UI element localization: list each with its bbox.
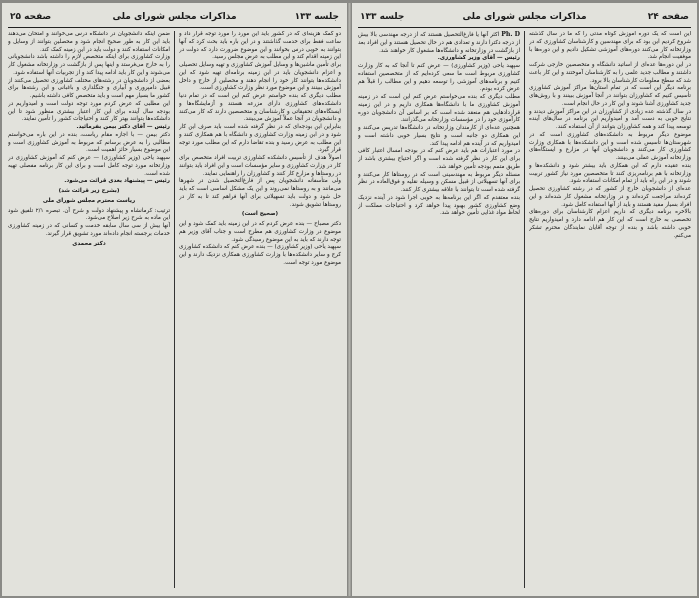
paragraph: در این دوره‌ها عده‌ای از اساتید دانشگاه و متخصصین خارجی شرکت داشتند و مطالب جدید علمی را به کارشناسان آموختند و این کار باعث شد که سطح معلومات کارشناسان بالا برود. <box>529 62 691 84</box>
right-page-left-column <box>358 31 520 590</box>
paragraph: ولی متأسفانه دانشجویان پس از فارغ‌التحصیل شدن در شهرها می‌مانند و به روستاها نمی‌روند و این یک مشکل اساسی است که باید حل شود و دولت باید تسهیلاتی برای آنها فراهم کند تا به کار در روستاها تشویق شوند. <box>179 178 341 208</box>
speaker-paragraph: سپهبد یاحی (وزیر کشاورزی) — عرض کنم که آموزش کشاورزی در وزارتخانه مورد توجه کامل است و برای این کار برنامه مفصلی تهیه شده است. <box>8 155 170 177</box>
paragraph: در سال گذشته عده زیادی از کشاورزان در این مراکز آموزش دیدند و نتایج خوبی به دست آمد و امیدواریم این برنامه در سال‌های آینده توسعه پیدا کند و همه کشاورزان بتوانند از آن استفاده کنند. <box>529 108 691 130</box>
paragraph: مطلب دیگری که بنده می‌خواستم عرض کنم این است که در زمینه آموزش کشاورزی ما با دانشگاه‌ها همکاری داریم و در این زمینه قراردادهایی هم منعقد شده است که بر اساس آن دانشجویان دوره کارآموزی خود را در مؤسسات وزارتخانه می‌گذرانند. <box>358 94 520 124</box>
paragraph: همچنین عده‌ای از کارمندان وزارتخانه در دانشگاه‌ها تدریس می‌کنند و این همکاری دو جانبه است و نتایج بسیار خوبی داشته است و امیدواریم که در آینده هم ادامه پیدا کند. <box>358 125 520 147</box>
paragraph: آنها بیش از سی سال سابقه خدمت و کسانی که در زمینه کشاورزی خدمات برجسته انجام داده‌اند مورد تشویق قرار گیرند. <box>8 223 170 237</box>
left-page <box>2 3 347 596</box>
left-page-left-column <box>8 31 170 590</box>
right-page-number: صفحه ۲۴ <box>647 12 689 22</box>
paragraph: بالاخره برنامه دیگری که داریم اعزام کارشناسان برای دوره‌های تخصصی به خارج است که این کار هم ادامه دارد و امیدواریم نتایج خوبی داشته باشد و بنده از توجه آقایان نمایندگان محترم تشکر می‌کنم. <box>529 209 691 239</box>
left-page-session: جلسه ۱۳۳ <box>294 12 339 22</box>
paragraph: مطلب دیگری که بنده خواستم عرض کنم این است که در تمام دنیا دانشکده‌های کشاورزی دارای مزرعه هستند و آزمایشگاه‌ها و ایستگاه‌های تحقیقاتی و کارشناسان و متخصصین دارند که کار می‌کنند و دانشجویان در آنجا عملاً آموزش می‌بینند. <box>179 93 341 123</box>
paragraph <box>358 31 520 55</box>
speaker-line: رئیس — آقای وزیر کشاورزی. <box>437 55 520 62</box>
paragraph: وزارت کشاورزی برای اینکه متخصص لازم را داشته باشد دانشجویانی را به خارج می‌فرستد و اینها پس از بازگشت در وزارتخانه مشغول کار می‌شوند و این کار باید ادامه پیدا کند و از تجربیات آنها استفاده شود. <box>8 54 170 76</box>
paragraph: برای تأمین ماشین‌ها و وسایل آموزش کشاورزی و تهیه وسایل تحصیلی و اعزام دانشجویان باید در این زمینه برنامه‌ای تهیه شود که این دانشکده‌ها بتوانند کار خود را انجام دهند و محصلین از خارج و داخل آموزش ببینند و این موضوع مورد نظر وزارت کشاورزی است. <box>179 62 341 92</box>
speaker-paragraph: سپهبد یاحی (وزیر کشاورزی) — عرض کنم تا آنجا که به کار وزارت کشاورزی مربوط است ما سعی کرده‌ایم که از متخصصین استفاده کنیم و برنامه‌های آموزشی را توسعه دهیم و این مطالب را قبلاً هم عرض کرده بودم. <box>358 63 520 93</box>
paragraph: دو کمک ‌هزینه‌ای که در کشور باید این مورد را مورد توجه قرار داد و ساعت فقط برای خدمت گذاشتند و در این باره باید بحث کرد که آنها بتوانند به خوبی درس بخوانند و این موضوع ضرورت دارد که دولت در این زمینه اقدام کند و این مطلب به عرض مجلس رسید. <box>179 31 341 61</box>
speaker-paragraph: دکتر بیمن — با اجازه مقام ریاست، بنده در این باره می‌خواستم مطالبی را به عرض برسانم که مربوط به آموزش کشاورزی است و این موضوع بسیار حائز اهمیت است. <box>8 131 170 154</box>
paragraph: این مطلبی که عرض کردم مورد توجه دولت است و امیدواریم در بودجه سال آینده برای این کار اعتبار بیشتری منظور شود تا این دانشکده‌ها بتوانند بهتر کار کنند و احتیاجات کشور را تأمین نمایند. <box>8 100 170 123</box>
paragraph: بنابراین این بودجه‌ای که در نظر گرفته شده است باید صرف این کار شود و در این زمینه وزارت کشاورزی و دانشگاه با هم همکاری کنند و این مطلب به عرض رسید و بنده تقاضا دارم که این مطلب مورد توجه قرار گیرد. <box>179 124 341 154</box>
speaker-line: رئیس — آقای دکتر بیمن بفرمائید. <box>76 124 170 130</box>
document-spread <box>2 3 697 596</box>
speaker-paragraph: سپهبد یاحی (وزیر کشاورزی) — بنده عرض کنم که دانشکده کشاورزی کرج و سایر دانشکده‌ها با وزارت کشاورزی همکاری نزدیک دارند و این موضوع مورد توجه است. <box>179 244 341 266</box>
left-page-title: مذاکرات مجلس شورای ملی <box>112 12 237 22</box>
paragraph: برنامه دیگر این است که در تمام استان‌ها مراکز آموزش کشاورزی تأسیس کنیم که کشاورزان بتوانند در آنجا آموزش ببینند و با روش‌های جدید کشاورزی آشنا شوند و این کار در حال انجام است. <box>529 85 691 107</box>
paragraph: در مورد اعتبارات هم باید عرض کنم که در بودجه امسال اعتبار کافی برای این کار در نظر گرفته شده است و اگر احتیاج بیشتری باشد از طریق متمم بودجه تأمین خواهد شد. <box>358 148 520 170</box>
paragraph: اصولاً هدف از تأسیس دانشکده کشاورزی تربیت افراد متخصص برای کار در وزارت کشاورزی و سایر مؤسسات است و این افراد باید بتوانند در روستاها و مزارع کار کنند و کشاورزان را راهنمایی نمایند. <box>179 155 341 177</box>
paragraph: ترتیب: کرمانشاه و پیشنهاد دولت و شرح آن. تبصره ۲/۱ تلفیق شود این ماده به شرح زیر اصلاح می‌شود. <box>8 207 170 222</box>
paragraph: عده‌ای از دانشجویان خارج از کشور که در رشته کشاورزی تحصیل کرده‌اند مراجعت کرده‌اند و در وزارتخانه مشغول کار شده‌اند و این افراد بسیار مفید هستند و باید از آنها استفاده کامل شود. <box>529 186 691 208</box>
paragraph: این است که یک دوره آموزش کوتاه مدتی را که ما در سال گذشته شروع کردیم این بود که برای مهندسین و کارشناسان کشاورزی که در وزارتخانه کار می‌کنند دوره‌های آموزشی تشکیل دادیم و این دوره‌ها با موفقیت انجام شد. <box>529 31 691 61</box>
speaker-line: رئیس — پیشنهاد بعدی قرائت می‌شود. <box>64 178 170 185</box>
degree-mark: Ph. D <box>501 31 520 38</box>
paragraph: مسئله دیگر مربوط به مهندسینی است که در روستاها کار می‌کنند و برای آنها تسهیلاتی از قبیل مسکن و وسیله نقلیه و فوق‌العاده در نظر گرفته شده است تا بتوانند با علاقه بیشتری کار کنند. <box>358 171 520 193</box>
addressee-line: ریاست محترم مجلس شورای ملی <box>42 197 136 204</box>
paragraph-text: اکثر آنها یا فارغ‌التحصیل هستند که از درجه مهندسی بالا بیش از درجه دکترا دارند و تعدادی هم در حال تحصیل هستند و این افراد بعد از بازگشت در وزارتخانه و دانشگاه‌ها مشغول کار خواهند شد. <box>358 32 520 54</box>
interjection: (صحیح است) <box>241 211 279 218</box>
paragraph: بنده معتقدم که اگر این برنامه‌ها به خوبی اجرا شود در آینده نزدیک وضع کشاورزی کشور بهبود پیدا خواهد کرد و احتیاجات مملکت از لحاظ مواد غذایی تأمین خواهد شد. <box>358 194 520 217</box>
right-page-title: مذاکرات مجلس شورای ملی <box>462 12 587 22</box>
paragraph: بنده عقیده دارم که این همکاری باید بیشتر شود و دانشکده‌ها و وزارتخانه با هم برنامه‌ریزی کنند تا متخصصین مورد نیاز کشور تربیت شوند و در این راه باید از تمام امکانات استفاده شود. <box>529 162 691 185</box>
column-divider <box>174 31 175 588</box>
paragraph: ضمن اینکه دانشجویان در دانشگاه درس می‌خوانند و امتحان می‌دهند باید این کار به طور صحیح انجام شود و محصلین بتوانند از وسایل و امکانات استفاده کنند و دولت باید در این زمینه کمک کند. <box>8 31 170 53</box>
right-page-right-column <box>529 31 691 590</box>
right-page-session: جلسه ۱۳۳ <box>360 12 405 22</box>
reading-note: (بشرح زیر قرائت شد) <box>58 188 120 194</box>
paragraph: بعضی از دانشجویان در رشته‌های مختلف کشاورزی تحصیل می‌کنند از قبیل دامپروری و آبیاری و جنگلداری و باغبانی و این رشته‌ها برای کشور ما بسیار مهم است و باید متخصص کافی داشته باشیم. <box>8 77 170 99</box>
left-page-header <box>8 9 341 28</box>
paragraph: موضوع دیگر مربوط به دانشکده‌های کشاورزی است که در شهرستان‌ها تأسیس شده است و این دانشکده‌ها با همکاری وزارت کشاورزی کار می‌کنند و دانشجویان آنها در مزارع و ایستگاه‌های وزارتخانه آموزش عملی می‌بینند. <box>529 131 691 161</box>
speaker-paragraph: دکتر مصباح — بنده عرض کردم که در این زمینه باید کمک شود و این موضوع در وزارت کشاورزی هم مطرح است و جناب آقای وزیر هم توجه دارند که باید به این موضوع رسیدگی شود. <box>179 221 341 243</box>
signature-line: دکتر محمدی <box>72 240 106 247</box>
column-divider <box>524 31 525 588</box>
left-page-number: صفحه ۲۵ <box>10 12 52 22</box>
right-page <box>352 3 697 596</box>
left-page-right-column <box>179 31 341 590</box>
right-page-header <box>358 9 691 28</box>
